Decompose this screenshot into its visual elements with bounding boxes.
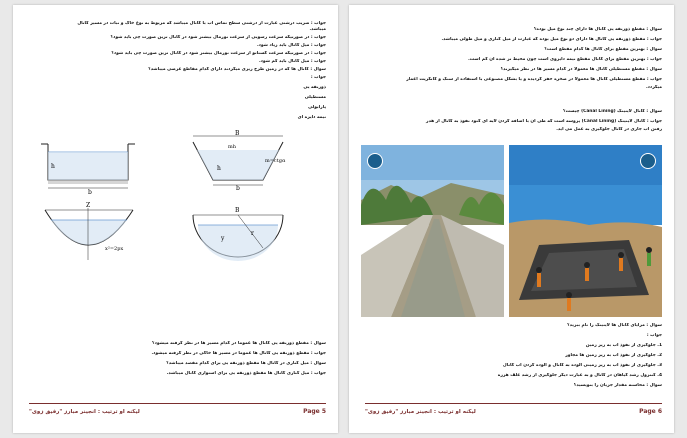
rectangular-section-figure [41, 144, 135, 196]
text-line: سوال : کانال ها که در زمین طرح ریزی میگردند دارای کدام مقاطع عرضی میباشد؟ [148, 67, 326, 72]
svg-text:h: h [51, 163, 55, 170]
text-line: جواب : کانال لاینینگ (Canal Lining) پروسه است که طی ان با اضافه کردن لایه ای کتود نفوذ به کانال از هدر [426, 119, 662, 124]
label-r: r [251, 230, 254, 237]
label-y: y [221, 235, 225, 242]
text-line: جواب : مقطع ذوزنقه یی کانال ها عموما در مسیر ها خاکی در نظر گرفته میشود. [151, 351, 326, 356]
canal-cross-sections-diagram [33, 130, 318, 265]
label-B-semi: B [235, 207, 240, 214]
text-line: سوال : مزایای کانال ها لاینینگ را نام ببرید؟ [567, 323, 662, 328]
document-page-5 [13, 5, 338, 433]
label-B: B [235, 130, 240, 137]
text-line: میباشد. [309, 27, 326, 32]
semicircular-section-figure [193, 207, 283, 261]
trapezoidal-section-figure [193, 130, 286, 192]
list-item: ذوزنقه یی [303, 85, 326, 90]
text-line: سوال : محاسنه مقدار جریان را بنویسید؟ [573, 383, 662, 388]
text-line: جواب : [646, 333, 662, 338]
text-line: جواب : مقطع ذوزنقه یی کانال ها دارای دو نوع میل بوده که عبارت از میل کناری و میل طولی میباشد. [441, 37, 662, 42]
text-line: سوال : مقطع ذوزنقه یی کانال ها دارای چند نوع میل بوده؟ [533, 27, 662, 32]
list-item: نیمه دایره ای [297, 115, 326, 120]
svg-text:h: h [217, 165, 221, 172]
text-line: سوال : کانال لاینینگ (Canal Lining) چیست؟ [562, 109, 662, 114]
page-number: Page 5 [303, 408, 326, 415]
text-line: جواب : در صورتیکه سرعت رسوبی از سرعت نورمال بیشتر شود در کانال ترین صورت چی باید شود؟ [110, 35, 326, 40]
text-line: سوال : میل کناری در کانال ها مقطع ذوزنقه یی برای کدام مقصد میباشد؟ [166, 361, 326, 366]
label-Z: Z [86, 202, 91, 209]
list-item: 4. کنترول رشد گیاهان در کانال و به عبارت دیگر جلوگیری از رشد علف هرزه [497, 373, 662, 378]
canal-construction-photo [509, 145, 662, 317]
list-item: پارابولی [308, 105, 326, 110]
label-parabola: x²=2px [105, 246, 124, 252]
text-line: جواب : مقطع مستطیلی کانال ها معمولا در صخره حفر گردیده و یا بشکل مصنوعی با استفاده از سنگ و کانکریت اعمار [406, 77, 662, 82]
label-m: m=ctgα [265, 158, 286, 164]
text-line: جواب : [310, 75, 326, 80]
svg-text:b: b [236, 185, 240, 192]
text-line: جواب : میل کناری کانال ها مقطع ذوزنقه یی برای استواری کانال میباشد. [166, 371, 326, 376]
text-line: جواب : میل کانال باید زیاد شود. [256, 43, 326, 48]
text-line: رفتن اب جاری در کانال جلوگیری به عمل می اید. [556, 127, 662, 132]
text-line: جواب : بهترین مقطع برای کانال مقطع نیمه دایروی است چون محیط تر شده آن کم است. [468, 57, 662, 62]
footer-author: لیکنه او ترتیب : انجینر مبارز "رفیق زوی" [29, 409, 140, 415]
page-number: Page 6 [639, 408, 662, 415]
parabolic-section-figure [45, 202, 133, 260]
list-item: 1. جلوگیری از نفوذ اب به زیر زمین [585, 343, 662, 348]
document-page-6 [349, 5, 674, 433]
page-footer [29, 403, 326, 415]
label-mh: mh [228, 144, 236, 150]
text-line: جواب : ضریب درشتی عبارت از درشتی سطح تماس اب با کانال میباشد که مربوط به نوع خاک و نبات در مسیر کانال [77, 21, 326, 26]
text-line: جواب : در صورتیکه سرعت کستاتو از سرعت نورمال بیشتر شود در کانال ترین صورت چی باید شود؟ [111, 51, 326, 56]
text-line: میگردد. [646, 85, 662, 90]
text-line: سوال : مقطع ذوزنقه یی کانال ها عموما در کدام مسیر ها در نظر گرفته میشود؟ [152, 341, 326, 346]
lined-canal-photo [361, 145, 504, 317]
page-footer [365, 403, 662, 415]
list-item: 2. جلوگیری از نفوذ اب به زیر زمین ها مجاور [565, 353, 662, 358]
footer-author: لیکنه او ترتیب : انجینر مبارز "رفیق زوی" [365, 409, 476, 415]
logo-seal-icon [367, 153, 383, 169]
text-line: سوال : بهترین مقطع برای کانال ها کدام مقطع است؟ [544, 47, 662, 52]
list-item: مستطیلی [304, 95, 326, 100]
text-line: سوال : مقطع مستطیلی کانال ها معمولا در کدام مسیر ها در نظر میگیرند؟ [500, 67, 662, 72]
list-item: 3. جلوگیری از نفوذ اب به زیر زمینی الوده به کانال و الوده کردن اب کانال [502, 363, 662, 368]
label-b: b [88, 189, 92, 196]
logo-seal-icon [640, 153, 656, 169]
text-line: جواب : میل کانال باید کم شود. [259, 59, 326, 64]
